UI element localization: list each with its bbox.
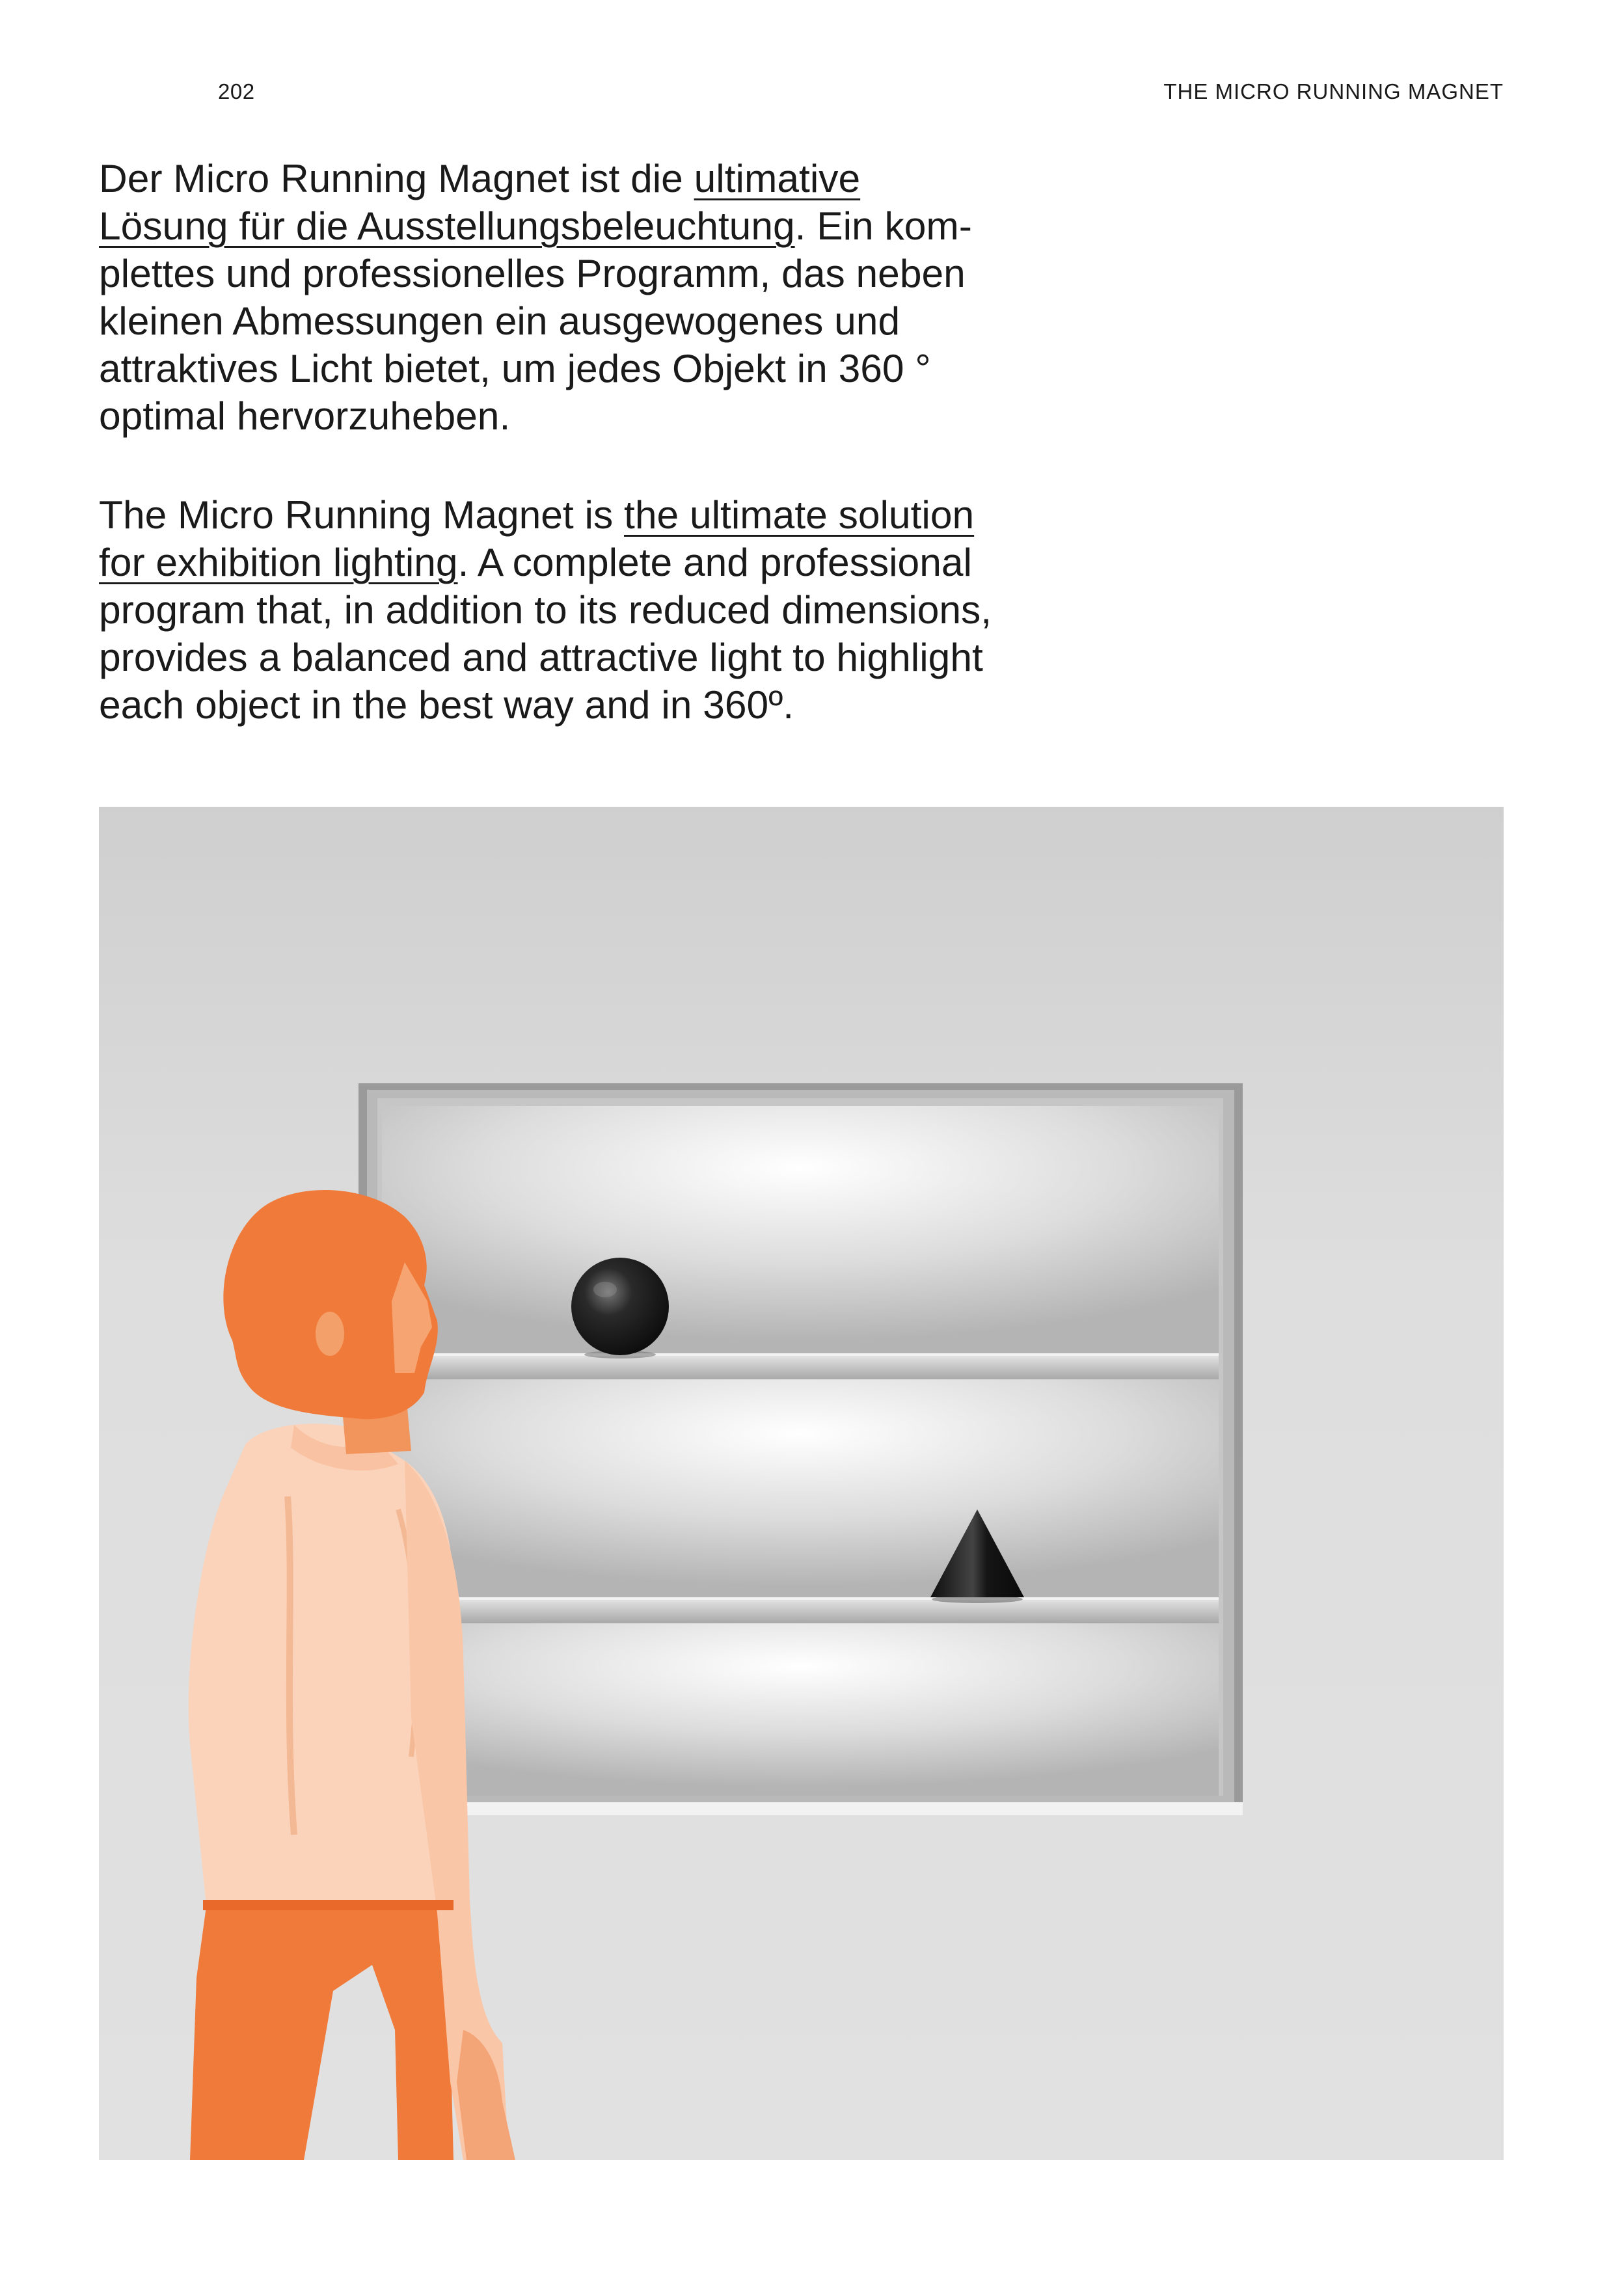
text-line: kleinen Abmessungen ein ausgewogenes und (99, 299, 900, 343)
running-head: THE MICRO RUNNING MAGNET (1163, 79, 1504, 103)
text-line: attraktives Licht bietet, um jedes Objekt in 360 ° (99, 346, 931, 390)
shelf-lower (382, 1597, 1219, 1623)
text: The Micro Running Magnet is (99, 493, 625, 537)
underlined-phrase: Lösung für die Ausstellungsbeleuchtung (99, 204, 795, 248)
page-number: 202 (218, 79, 255, 103)
underlined-phrase: ultimative (694, 156, 861, 200)
display-niche (359, 1083, 1243, 1815)
text-line: program that, in addition to its reduced dimensions, (99, 588, 992, 632)
paragraph-english (99, 491, 1062, 729)
niche-compartment-top (382, 1106, 1219, 1353)
text-line: plettes und professionelles Programm, das neben (99, 251, 966, 295)
underlined-phrase: the ultimate solution (624, 493, 975, 537)
text: Der Micro Running Magnet ist die (99, 156, 694, 200)
text-line: each object in the best way and in 360º. (99, 683, 794, 727)
black-sphere-object (571, 1258, 669, 1355)
exhibition-illustration (99, 807, 1504, 2160)
niche-compartment-middle (382, 1379, 1219, 1597)
underlined-phrase: for exhibition lighting (99, 540, 458, 584)
paragraph-german (99, 155, 1062, 440)
text-line: optimal hervorzuheben. (99, 394, 511, 438)
text-line: provides a balanced and attractive light to highlight (99, 635, 983, 679)
text: . Ein kom- (794, 204, 972, 248)
niche-compartment-bottom (382, 1623, 1219, 1796)
shelf-upper (382, 1353, 1219, 1379)
text: . A complete and professional (457, 540, 972, 584)
